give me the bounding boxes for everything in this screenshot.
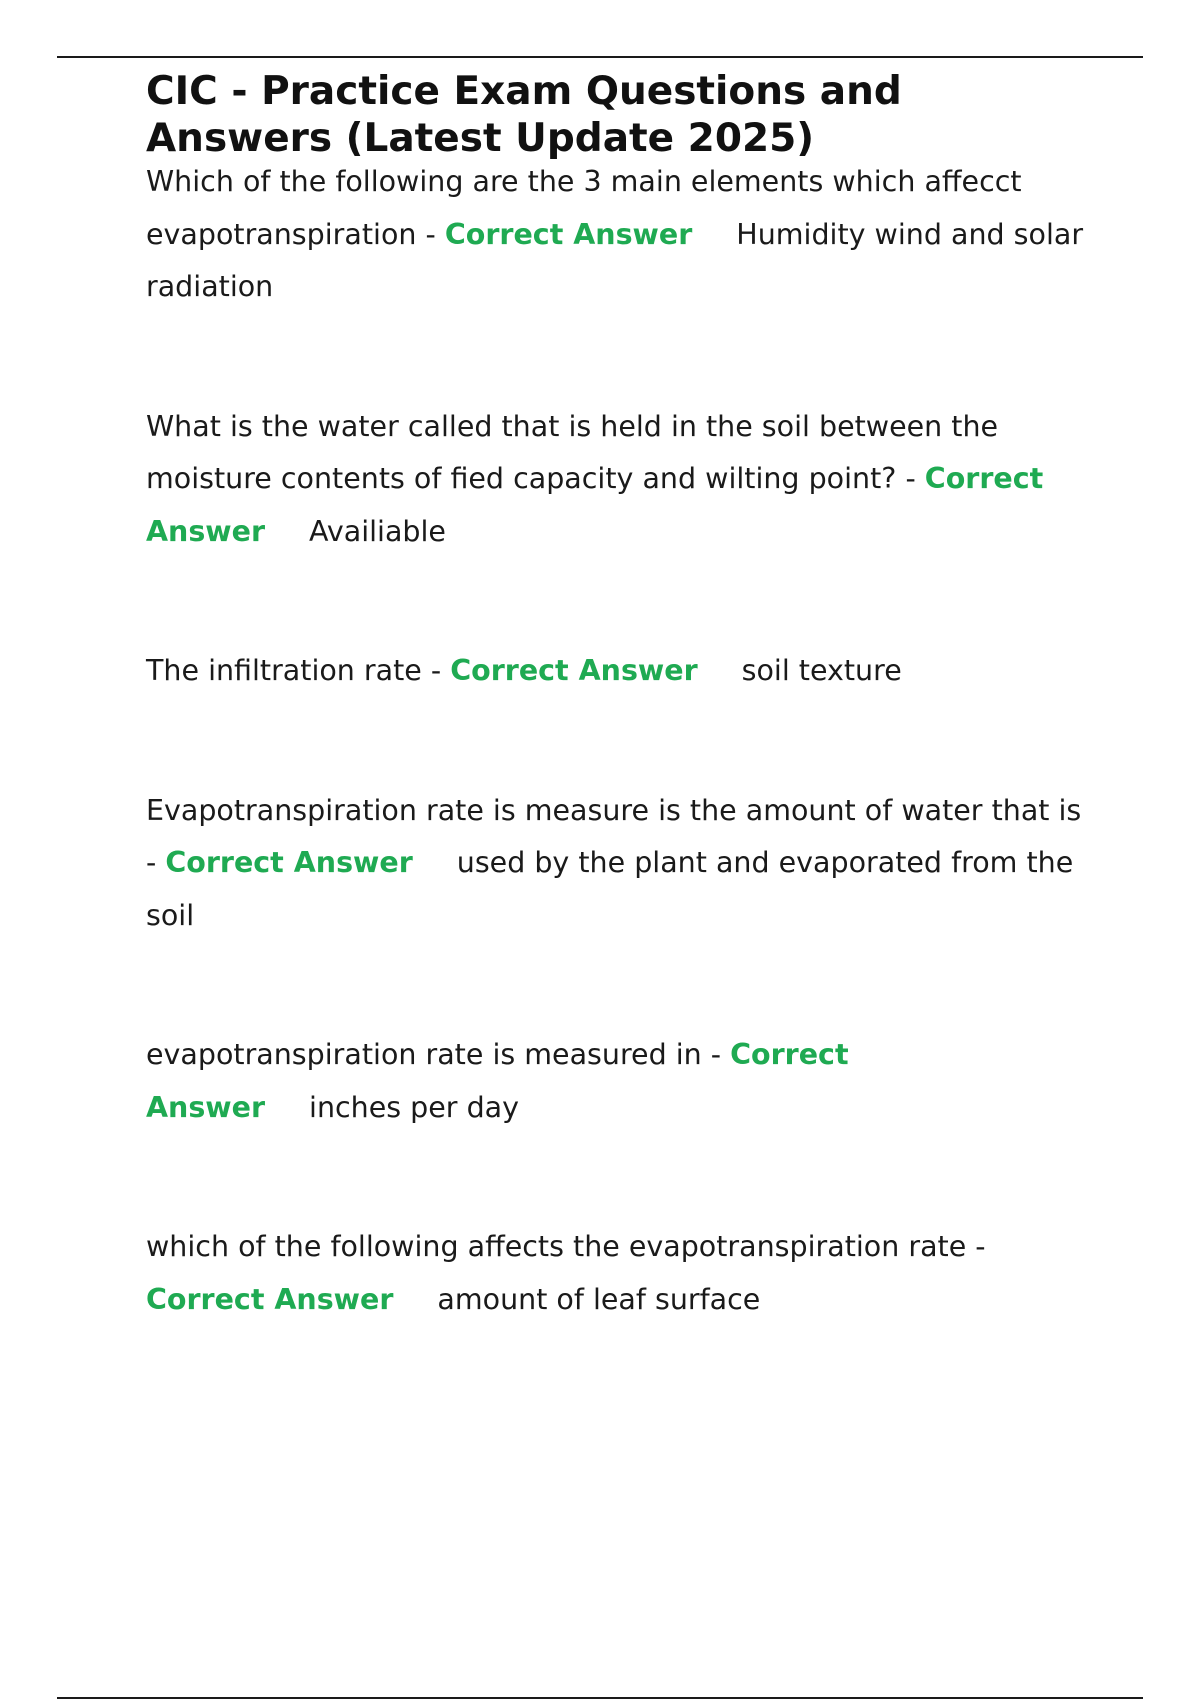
question-text: The infiltration rate - xyxy=(146,654,451,687)
answer-text: Availiable xyxy=(309,514,446,548)
answer-text: amount of leaf surface xyxy=(437,1282,761,1316)
qa-item-1 xyxy=(146,156,1096,314)
question-text: What is the water called that is held in the soil between the moisture contents of fied capacity and wilting point? - xyxy=(146,409,999,495)
qa-item-4 xyxy=(146,785,1096,943)
correct-answer-label: Correct Answer xyxy=(146,1038,849,1124)
qa-item-2 xyxy=(146,401,1096,559)
qa-item-6 xyxy=(146,1221,1096,1326)
top-rule xyxy=(57,56,1143,58)
answer-text: soil texture xyxy=(741,654,902,687)
question-text: which of the following affects the evapotranspiration rate - xyxy=(146,1230,986,1263)
question-text: evapotranspiration rate is measured in - xyxy=(146,1038,731,1071)
bottom-rule xyxy=(57,1697,1143,1699)
document-body xyxy=(146,68,1096,1326)
answer-text: Humidity wind and solar radiation xyxy=(146,217,1084,303)
correct-answer-label: Correct Answer xyxy=(146,462,1044,548)
question-text: Evapotranspiration rate is measure is the amount of water that is - xyxy=(146,793,1082,879)
correct-answer-label: Correct Answer xyxy=(444,217,693,251)
document-title: CIC - Practice Exam Questions and Answers (Latest Update 2025) xyxy=(146,69,902,161)
answer-text: inches per day xyxy=(309,1090,520,1124)
qa-item-3 xyxy=(146,645,1096,698)
question-text: Which of the following are the 3 main elements which affecct evapotranspiration - xyxy=(146,165,1022,251)
correct-answer-label: Correct Answer xyxy=(165,846,413,879)
correct-answer-label: Correct Answer xyxy=(146,1282,394,1316)
qa-item-5 xyxy=(146,1029,1096,1134)
correct-answer-label: Correct Answer xyxy=(450,654,698,687)
answer-text: used by the plant and evaporated from the soil xyxy=(146,846,1074,932)
